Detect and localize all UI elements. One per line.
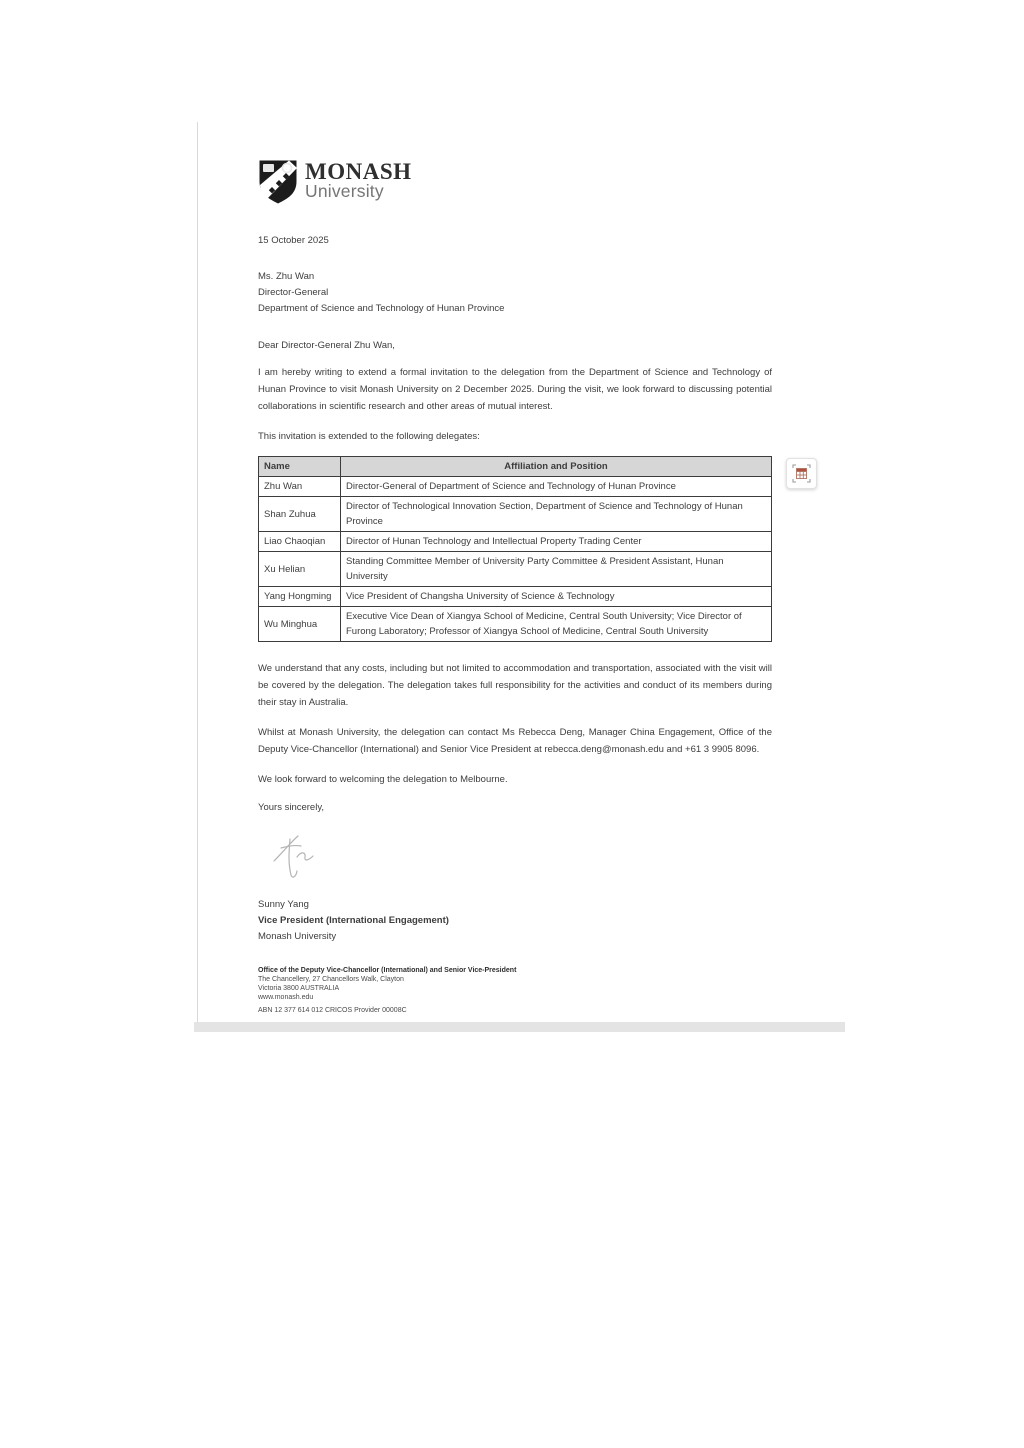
table-row (259, 477, 772, 497)
table-select-button[interactable] (786, 458, 817, 489)
table-select-icon (792, 464, 811, 483)
signer-name: Sunny Yang (258, 899, 309, 910)
column-header-name: Name (259, 457, 341, 477)
page-bottom-shadow (194, 1022, 845, 1032)
letter-page (197, 122, 827, 1022)
table-row (259, 607, 772, 642)
delegate-name-cell: Shan Zuhua (259, 497, 341, 532)
delegate-affiliation-cell: Vice President of Changsha University of Science & Technology (341, 587, 772, 607)
signer-title: Vice President (International Engagement) (258, 915, 449, 926)
delegates-table-body (259, 477, 772, 642)
delegate-affiliation-cell: Director-General of Department of Science and Technology of Hunan Province (341, 477, 772, 497)
footer-office: Office of the Deputy Vice-Chancellor (International) and Senior Vice-President (258, 967, 517, 974)
footer-address-line1: The Chancellery, 27 Chancellors Walk, Clayton (258, 976, 404, 983)
delegates-table-header-row (259, 457, 772, 477)
signer-block (258, 897, 772, 945)
footer-registration: ABN 12 377 614 012 CRICOS Provider 00008C (258, 1007, 407, 1014)
letterhead-footer (258, 966, 772, 1015)
delegate-name-cell: Wu Minghua (259, 607, 341, 642)
table-row (259, 497, 772, 532)
delegate-affiliation-cell: Director of Hunan Technology and Intellectual Property Trading Center (341, 532, 772, 552)
recipient-title: Director-General (258, 287, 329, 298)
footer-address-line2: Victoria 3800 AUSTRALIA (258, 985, 340, 992)
paragraph-closing: We look forward to welcoming the delegation to Melbourne. (258, 774, 508, 785)
paragraph-delegates-intro: This invitation is extended to the following delegates: (258, 431, 480, 442)
salutation: Dear Director-General Zhu Wan, (258, 340, 395, 351)
recipient-organisation: Department of Science and Technology of Hunan Province (258, 303, 505, 314)
signer-organisation: Monash University (258, 931, 337, 942)
signature (258, 827, 772, 887)
table-row (259, 587, 772, 607)
paragraph-invitation: I am hereby writing to extend a formal invitation to the delegation from the Department of Science and Technology of Hunan Province to visit Monash University on 2 December 2025. During the visit, we look forward to discussing potential collaborations in scientific research and other areas of mutual interest. (258, 367, 772, 412)
delegate-affiliation-cell: Standing Committee Member of University Party Committee & President Assistant, Hunan University (341, 552, 772, 587)
footer-website: www.monash.edu (258, 994, 314, 1001)
letter-date: 15 October 2025 (258, 235, 329, 246)
delegates-table (258, 456, 772, 642)
paragraph-costs: We understand that any costs, including but not limited to accommodation and transportation, associated with the visit will be covered by the delegation. The delegation takes full responsibility for the activities and conduct of its members during their stay in Australia. (258, 663, 772, 708)
delegate-name-cell: Yang Hongming (259, 587, 341, 607)
logo-sub-wordmark: University (305, 181, 384, 201)
table-row (259, 532, 772, 552)
logo-wordmark: MONASH (305, 159, 412, 184)
delegate-name-cell: Liao Chaoqian (259, 532, 341, 552)
delegate-name-cell: Xu Helian (259, 552, 341, 587)
delegate-affiliation-cell: Executive Vice Dean of Xiangya School of Medicine, Central South University; Vice Director of Furong Laboratory; Professor of Xiangya School of Medicine, Central South University (341, 607, 772, 642)
handwritten-signature-icon (268, 827, 326, 885)
table-row (259, 552, 772, 587)
valediction: Yours sincerely, (258, 802, 325, 813)
column-header-affiliation: Affiliation and Position (341, 457, 772, 477)
recipient-name: Ms. Zhu Wan (258, 271, 315, 282)
monash-logo (258, 159, 772, 207)
delegate-affiliation-cell: Director of Technological Innovation Section, Department of Science and Technology of Hunan Province (341, 497, 772, 532)
paragraph-contact: Whilst at Monash University, the delegation can contact Ms Rebecca Deng, Manager China Engagement, Office of the Deputy Vice-Chancellor (International) and Senior Vice President at rebecca.deng@monash.edu and +61 3 9905 8096. (258, 727, 772, 755)
monash-shield-icon (258, 159, 298, 205)
recipient-block (258, 269, 772, 317)
delegate-name-cell: Zhu Wan (259, 477, 341, 497)
